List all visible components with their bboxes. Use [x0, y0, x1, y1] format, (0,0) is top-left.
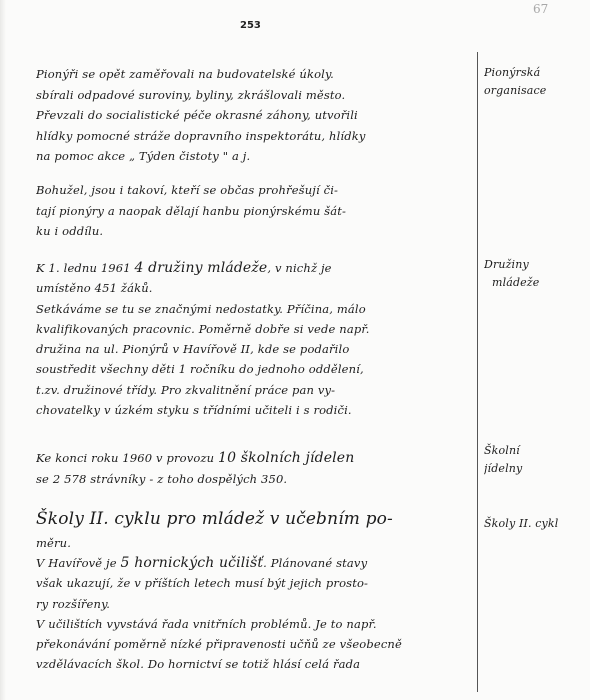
text-line: kvalifikovaných pracovnic. Poměrně dobře si vede např. — [36, 321, 370, 336]
text-line: měru. — [36, 536, 72, 550]
text-line: družina na ul. Pionýrů v Havířově II, kde se podařilo — [36, 342, 350, 357]
archive-pencil-number: 67 — [533, 2, 549, 16]
highlighted-heading: 5 hornických učilišť — [120, 555, 264, 572]
text-line: t.zv. družinové třídy. Pro zkvalitnění práce pan vy- — [36, 382, 336, 397]
paragraph-canteens — [36, 448, 476, 489]
text-line: se 2 578 strávníky - z toho dospělých 350. — [36, 471, 288, 486]
paragraph-youth-clubs — [36, 258, 476, 420]
text-line: ry rozšířeny. — [36, 596, 110, 611]
highlighted-heading: Školy II. cyklu pro mládež v učebním po- — [36, 509, 393, 529]
text-line — [36, 553, 476, 573]
text-segment: K 1. lednu 1961 — [36, 261, 135, 275]
text-line: chovatelky v úzkém styku s třídními učiteli i s rodiči. — [36, 403, 352, 418]
text-line: soustředit všechny děti 1 ročníku do jednoho oddělení, — [36, 362, 364, 377]
margin-note-apprentice-schools — [484, 515, 590, 533]
text-line: umístěno 451 žáků. — [36, 281, 153, 296]
margin-note-youth-clubs — [484, 256, 590, 292]
text-line — [36, 448, 476, 469]
text-line: ku i oddílu. — [36, 224, 104, 238]
paragraph-apprentice-schools — [36, 506, 476, 674]
margin-note-line: jídelny — [484, 462, 523, 475]
text-line: Bohužel, jsou i takoví, kteří se občas prohřešují či- — [36, 183, 339, 197]
paragraph-misconduct — [36, 180, 476, 242]
text-line: překonávání poměrně nízké připravenosti učňů ze všeobecně — [36, 637, 402, 652]
margin-note-line: Školní — [484, 444, 520, 457]
highlighted-heading: 4 družiny mládeže — [134, 260, 268, 276]
text-line: Setkáváme se tu se značnými nedostatky. Příčina, málo — [36, 301, 366, 316]
binding-shadow — [0, 0, 6, 700]
text-line — [36, 258, 476, 278]
text-line: hlídky pomocné stráže dopravního inspektorátu, hlídky — [36, 128, 366, 143]
text-line: sbírali odpadové suroviny, byliny, zkrášlovali město. — [36, 87, 346, 102]
page-number: 253 — [240, 20, 261, 31]
margin-rule — [477, 52, 478, 692]
text-line: na pomoc akce „ Týden čistoty " a j. — [36, 149, 251, 163]
text-line: tají pionýry a naopak dělají hanbu pionýrskému šát- — [36, 203, 347, 218]
text-segment: Ke konci roku 1960 v provozu — [36, 451, 219, 465]
text-segment: , v nichž je — [267, 261, 332, 275]
text-segment: V Havířově je — [36, 556, 121, 571]
margin-note-line: Družiny — [484, 258, 529, 271]
text-line: V učilištích vyvstává řada vnitřních problémů. Je to např. — [36, 616, 377, 631]
paragraph-pioneers — [36, 64, 476, 167]
text-line: Pionýři se opět zaměřovali na budovatelské úkoly. — [36, 67, 334, 81]
margin-note-line: mládeže — [492, 276, 540, 289]
margin-note-line: organisace — [484, 84, 547, 97]
margin-note-canteens — [484, 442, 590, 478]
margin-note-pioneers — [484, 64, 590, 100]
text-line: však ukazují, že v příštích letech musí být jejich prosto- — [36, 576, 369, 591]
margin-note-line: Pionýrská — [484, 66, 541, 79]
highlighted-heading: 10 školních jídelen — [218, 450, 355, 466]
text-line: Převzali do socialistické péče okrasné záhony, utvořili — [36, 108, 358, 122]
text-segment: . Plánované stavy — [263, 556, 368, 571]
text-line — [36, 506, 476, 533]
margin-note-line: Školy II. cykl — [484, 517, 559, 530]
text-line: vzdělávacích škol. Do hornictví se totiž hlásí celá řada — [36, 657, 361, 672]
